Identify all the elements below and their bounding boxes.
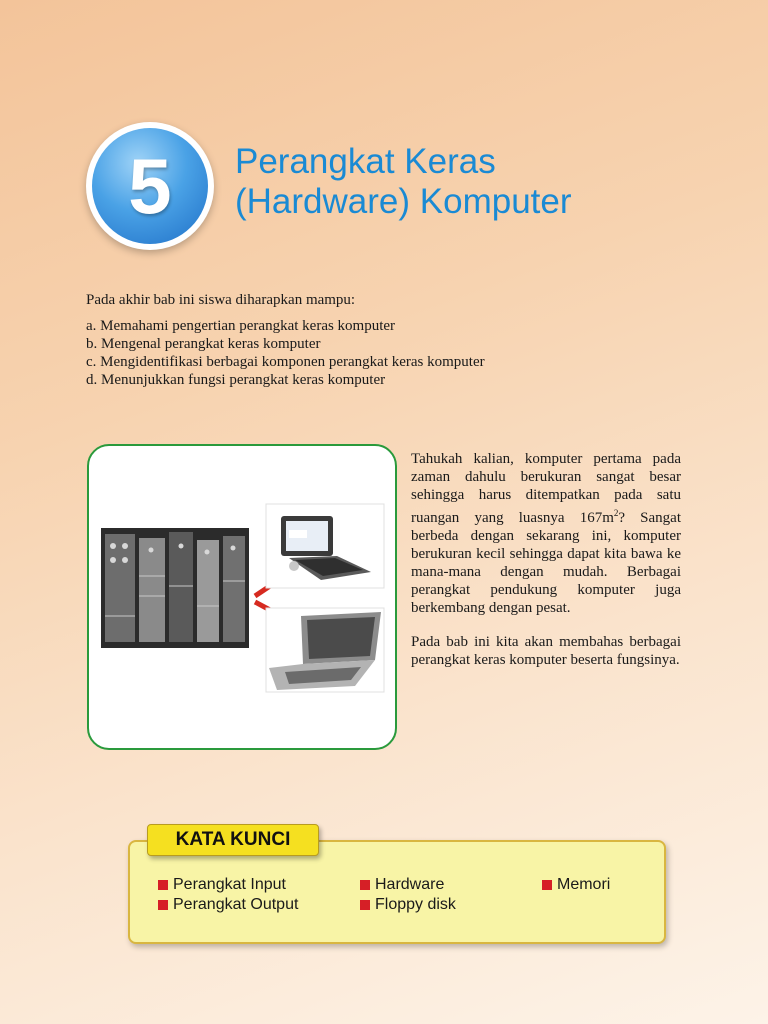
square-bullet-icon xyxy=(158,880,168,890)
objective-item: a. Memahami pengertian perangkat keras komputer xyxy=(86,318,396,334)
square-bullet-icon xyxy=(360,900,370,910)
illustration-canvas xyxy=(89,446,395,748)
story-paragraph-1: Tahukah kalian, komputer pertama pada zaman dahulu berukuran sangat besar sehingga harus ditempatkan pada satu ruangan yang luasnya $167m^2$? Sangat berbeda dengan sekarang ini, komputer berukuran kecil sehingga dapat kita bawa ke mana-mana dengan mudah. Berbagai perangkat pendukung komputer juga berkembang dengan pesat. xyxy=(411,451,681,616)
chapter-title-line-2: (Hardware) Komputer xyxy=(235,182,572,221)
objective-item: b. Mengenal perangkat keras komputer xyxy=(86,336,321,352)
keyword-item: Memori xyxy=(542,876,610,894)
objectives-intro: Pada akhir bab ini siswa diharapkan mampu: xyxy=(86,292,356,308)
chapter-title-line-1: Perangkat Keras xyxy=(235,142,496,181)
chapter-title xyxy=(235,142,572,222)
square-bullet-icon xyxy=(542,880,552,890)
chapter-number-badge xyxy=(86,122,214,250)
square-bullet-icon xyxy=(158,900,168,910)
mainframe-photo xyxy=(101,528,249,648)
keyword-item: Floppy disk xyxy=(360,896,456,914)
objective-item: d. Menunjukkan fungsi perangkat keras komputer xyxy=(86,372,386,388)
keyword-item: Perangkat Input xyxy=(158,876,286,894)
handheld-pc-photo xyxy=(266,504,384,588)
intro-story xyxy=(411,450,681,685)
notebook-laptop-photo xyxy=(266,608,384,692)
computer-evolution-illustration xyxy=(87,444,397,750)
keyword-item: Hardware xyxy=(360,876,444,894)
story-paragraph-2: Pada bab ini kita akan membahas berbagai perangkat keras komputer beserta fungsinya. xyxy=(411,634,681,668)
chapter-number: 5 xyxy=(128,142,172,230)
keywords-heading-tab xyxy=(147,824,319,856)
keyword-item: Perangkat Output xyxy=(158,896,298,914)
square-bullet-icon xyxy=(360,880,370,890)
objective-item: c. Mengidentifikasi berbagai komponen perangkat keras komputer xyxy=(86,354,485,370)
keywords-heading: KATA KUNCI xyxy=(175,829,291,850)
learning-objectives xyxy=(86,292,485,389)
